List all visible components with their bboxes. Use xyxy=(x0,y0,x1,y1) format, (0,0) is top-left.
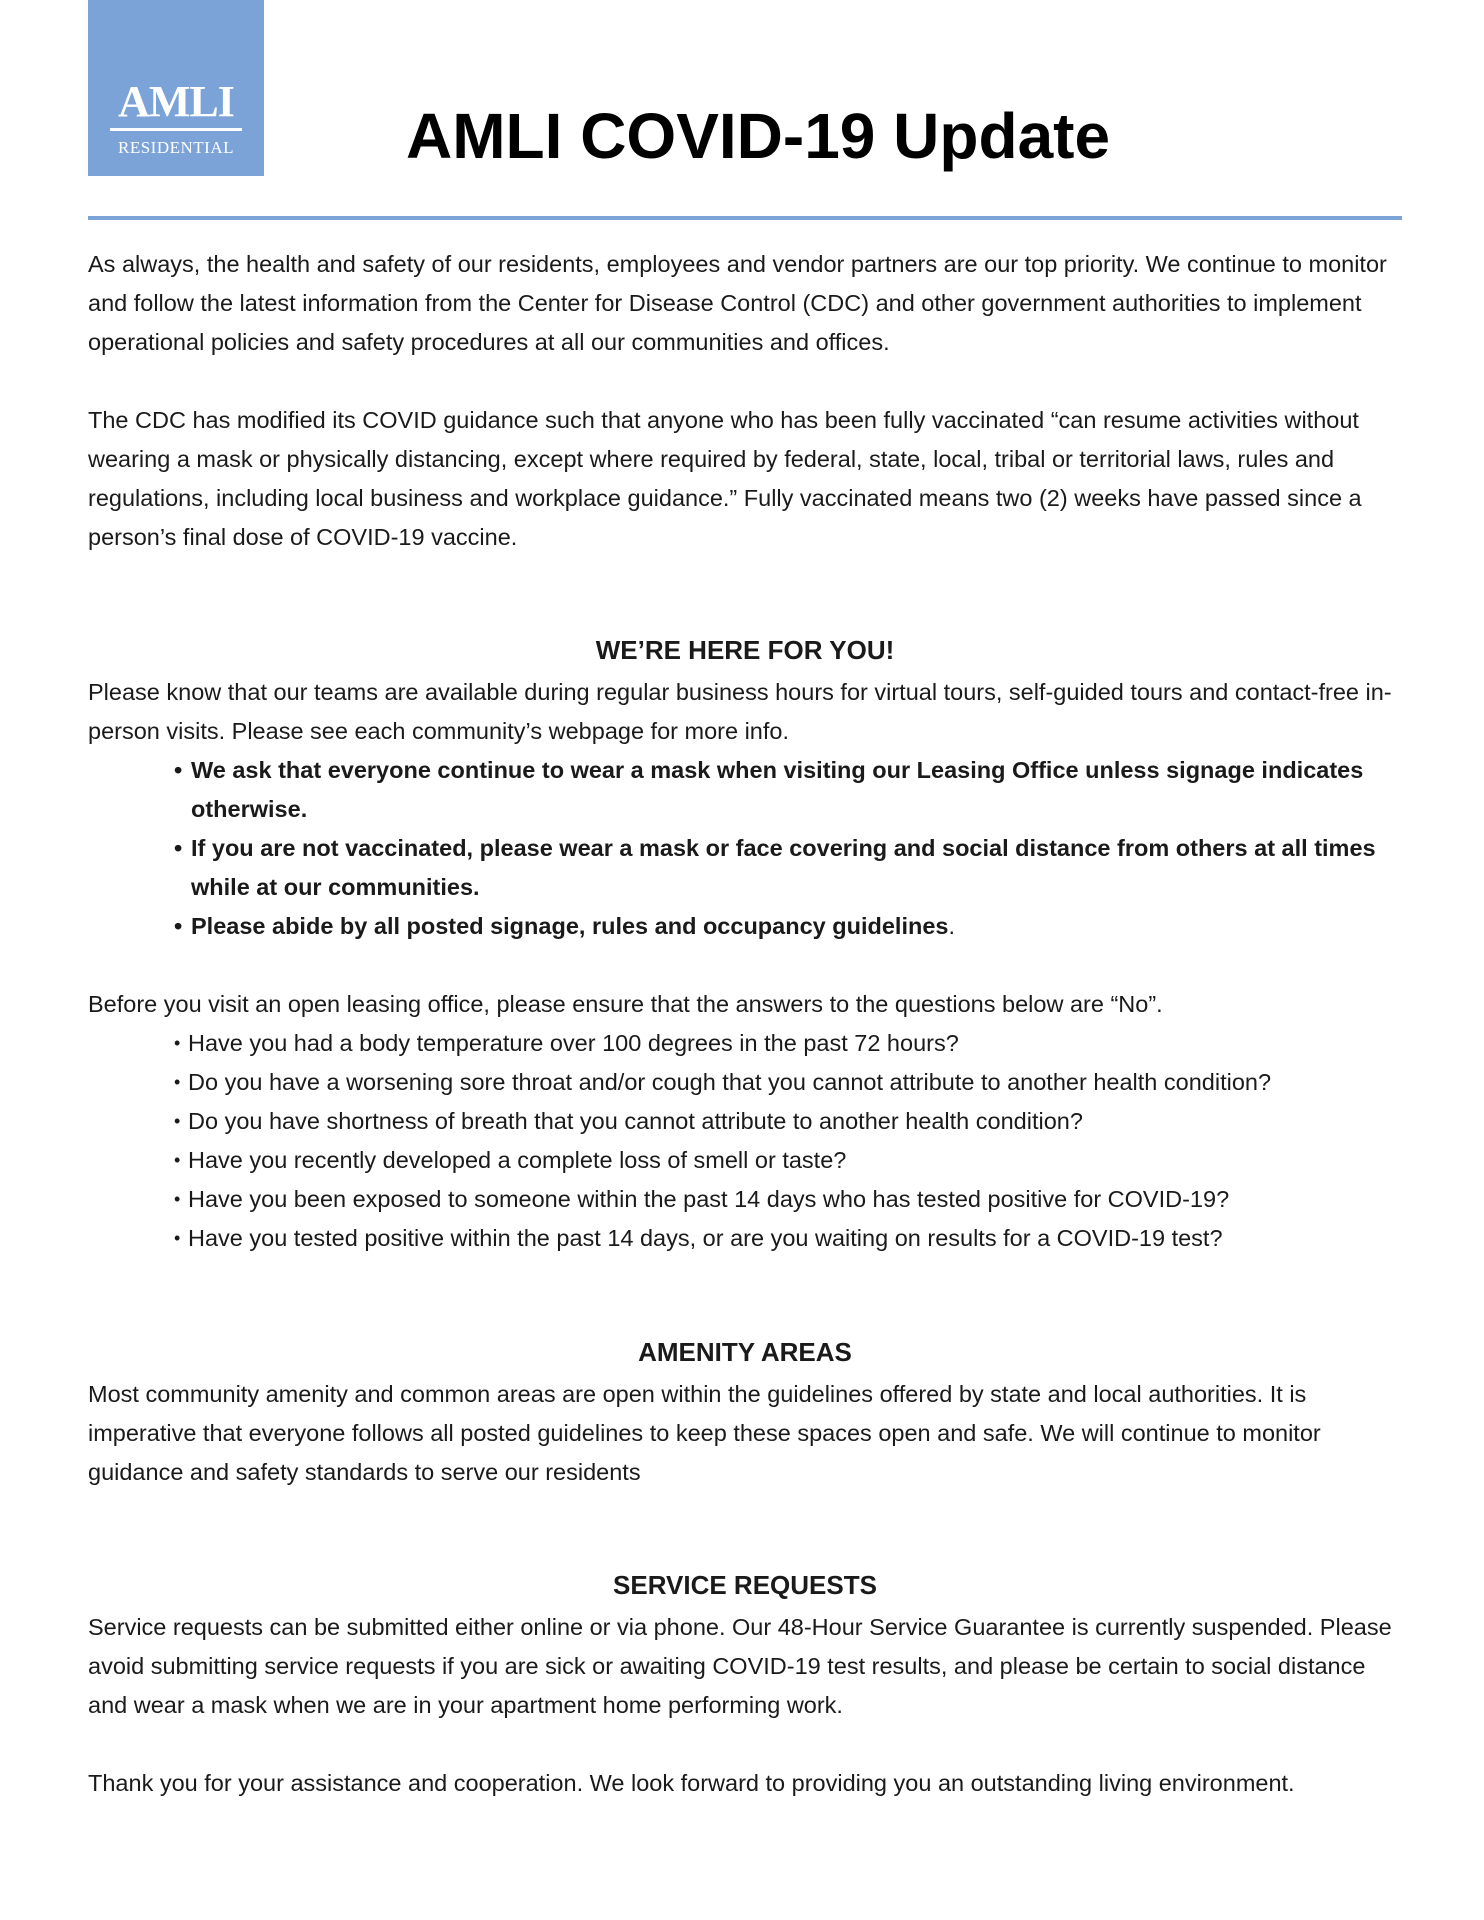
closing-text: Thank you for your assistance and cooperation. We look forward to providing you an outstanding living environment. xyxy=(88,1770,1295,1796)
list-item-text: Please abide by all posted signage, rules and occupancy guidelines xyxy=(191,913,949,939)
title-divider xyxy=(88,216,1402,220)
list-item-text: We ask that everyone continue to wear a mask when visiting our Leasing Office unless signage indicates otherwise. xyxy=(191,757,1364,822)
mask-guidelines-list xyxy=(174,751,1408,946)
list-item: • Have you recently developed a complete loss of smell or taste? xyxy=(174,1141,1408,1180)
service-heading: SERVICE REQUESTS xyxy=(613,1570,877,1600)
here-for-you-text: Please know that our teams are available during regular business hours for virtual tours, self-guided tours and contact-free in-person visits. Please see each community’s webpage for more info. xyxy=(88,679,1392,744)
here-for-you-heading: WE’RE HERE FOR YOU! xyxy=(595,635,895,665)
intro-paragraph-1: As always, the health and safety of our residents, employees and vendor partners are our top priority. We continue to monitor and follow the latest information from the Center for Disease Control (CDC) and other government authorities to implement operational policies and safety procedures at all our communities and offices. xyxy=(88,251,1387,355)
list-item: • Have you had a body temperature over 100 degrees in the past 72 hours? xyxy=(174,1024,1408,1063)
amli-logo xyxy=(88,0,264,176)
logo-rule xyxy=(110,128,242,131)
list-item xyxy=(174,907,1408,946)
amenity-text: Most community amenity and common areas are open within the guidelines offered by state and local authorities. It is imperative that everyone follows all posted guidelines to keep these spaces open and safe. We will continue to monitor guidance and safety standards to serve our residents xyxy=(88,1381,1321,1485)
list-item xyxy=(174,751,1408,829)
list-item: • Do you have shortness of breath that you cannot attribute to another health condition? xyxy=(174,1102,1408,1141)
list-item-suffix: . xyxy=(948,913,955,939)
before-visit-text: Before you visit an open leasing office, please ensure that the answers to the questions below are “No”. xyxy=(88,991,1163,1017)
list-item: • Do you have a worsening sore throat and/or cough that you cannot attribute to another health condition? xyxy=(174,1063,1408,1102)
service-text: Service requests can be submitted either online or via phone. Our 48-Hour Service Guarantee is currently suspended. Please avoid submitting service requests if you are sick or awaiting COVID-19 test results, and please be certain to social distance and wear a mask when we are in your apartment home performing work. xyxy=(88,1614,1392,1718)
list-item: • Have you been exposed to someone within the past 14 days who has tested positive for COVID-19? xyxy=(174,1180,1408,1219)
list-item xyxy=(174,829,1408,907)
list-item: • Have you tested positive within the past 14 days, or are you waiting on results for a COVID-19 test? xyxy=(174,1219,1408,1258)
intro-paragraph-2: The CDC has modified its COVID guidance such that anyone who has been fully vaccinated “can resume activities without wearing a mask or physically distancing, except where required by federal, state, local, tribal or territorial laws, rules and regulations, including local business and workplace guidance.” Fully vaccinated means two (2) weeks have passed since a person’s final dose of COVID-19 vaccine. xyxy=(88,407,1362,550)
list-item-text: If you are not vaccinated, please wear a mask or face covering and social distance from others at all times while at our communities. xyxy=(191,835,1376,900)
page-title: AMLI COVID-19 Update xyxy=(406,100,1111,172)
screening-questions-list xyxy=(174,1024,1408,1258)
logo-wordmark: AMLI xyxy=(118,77,234,126)
logo-subtitle: RESIDENTIAL xyxy=(118,138,234,157)
amenity-heading: AMENITY AREAS xyxy=(638,1337,852,1367)
